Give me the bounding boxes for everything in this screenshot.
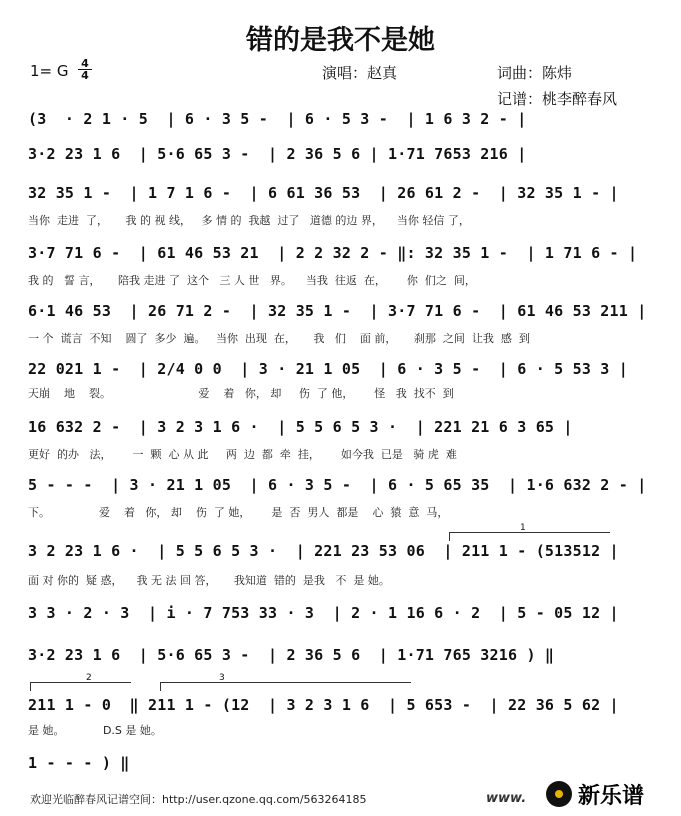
notation-row-9: 3 2 23 1 6 · | 5 5 6 5 3 · | 221 23 53 06 | 211 1 - (513512 | (28, 542, 619, 560)
lyrics-row-6: 天崩 地 裂。 爱 着 你， 却 伤 了 他， 怪 我 找不 到 (28, 387, 454, 400)
site-logo (546, 778, 676, 810)
footer-url-text: 欢迎光临醉春风记谱空间：http://user.qzone.qq.com/563264185 (30, 793, 367, 806)
time-signature-bottom: 4 (78, 69, 92, 81)
notation-row-2: 3·2 23 1 6 | 5·6 65 3 - | 2 36 5 6 | 1·71 7653 216 | (28, 145, 527, 163)
time-signature (78, 58, 92, 81)
lyrics-row-12: 是 她。 D.S 是 她。 (28, 724, 162, 737)
volta-number-second: 2 (86, 673, 92, 683)
time-signature-top: 4 (81, 57, 89, 70)
notation-row-4: 3·7 71 6 - | 61 46 53 21 | 2 2 32 2 - ‖: 32 35 1 - | 1 71 6 - | (28, 244, 638, 262)
volta-number-first: 1 (520, 523, 526, 533)
site-prefix: www. (486, 791, 527, 806)
singer-credit: 演唱：赵真 (322, 64, 398, 82)
key-signature: 1= G (30, 62, 69, 80)
notation-row-13: 1 - - - ) ‖ (28, 754, 130, 772)
volta-number-third: 3 (219, 673, 225, 683)
music-disc-icon (546, 781, 572, 807)
lyrics-row-5: 一 个 谎言 不知 圆了 多少 遍。 当你 出现 在， 我 们 面 前， 刹那 之间 让我 感 到 (28, 332, 530, 345)
composer-credit: 词曲：陈炜 (497, 64, 573, 82)
logo-text: 新乐谱 (578, 783, 645, 809)
lyrics-row-4: 我 的 誓 言， 陪我 走进 了 这个 三 人 世 界。 当我 往返 在， 你 们之 间， (28, 274, 476, 287)
volta-bracket-first (449, 523, 610, 541)
notation-row-7: 16 632 2 - | 3 2 3 1 6 · | 5 5 6 5 3 · | 221 21 6 3 65 | (28, 418, 573, 436)
lyrics-row-9: 面 对 你的 疑 惑， 我 无 法 回 答， 我知道 错的 是我 不 是 她。 (28, 574, 390, 587)
notation-row-10: 3 3 · 2 · 3 | i · 7 753 33 · 3 | 2 · 1 16 6 · 2 | 5 - 05 12 | (28, 604, 619, 622)
notator-credit: 记谱：桃李醉春风 (497, 90, 618, 108)
volta-bracket-third (160, 673, 411, 691)
notation-row-12: 211 1 - 0 ‖ 211 1 - (12 | 3 2 3 1 6 | 5 653 - | 22 36 5 62 | (28, 696, 619, 714)
notation-row-6: 22 021 1 - | 2/4 0 0 | 3 · 21 1 05 | 6 · 3 5 - | 6 · 5 53 3 | (28, 360, 628, 378)
volta-bracket-second (30, 673, 131, 691)
notation-row-8: 5 - - - | 3 · 21 1 05 | 6 · 3 5 - | 6 · 5 65 35 | 1·6 632 2 - | (28, 476, 647, 494)
lyrics-row-3: 当你 走进 了， 我 的 视 线， 多 情 的 我越 过了 道德 的边 界， 当你 轻信 了， (28, 214, 470, 227)
notation-row-1: (3 · 2 1 · 5 | 6 · 3 5 - | 6 · 5 3 - | 1 6 3 2 - | (28, 110, 527, 128)
notation-row-3: 32 35 1 - | 1 7 1 6 - | 6 61 36 53 | 26 61 2 - | 32 35 1 - | (28, 184, 619, 202)
lyrics-row-7: 更好 的办 法， 一 颗 心 从 此 两 边 都 牵 挂， 如今我 已是 骑 虎 难 (28, 448, 457, 461)
song-title: 错的是我不是她 (246, 25, 435, 56)
notation-row-5: 6·1 46 53 | 26 71 2 - | 32 35 1 - | 3·7 71 6 - | 61 46 53 211 | (28, 302, 647, 320)
notation-row-11: 3·2 23 1 6 | 5·6 65 3 - | 2 36 5 6 | 1·71 765 3216 ) ‖ (28, 646, 555, 664)
lyrics-row-8: 下。 爱 着 你， 却 伤 了 她， 是 否 男人 都是 心 猿 意 马， (28, 506, 449, 519)
